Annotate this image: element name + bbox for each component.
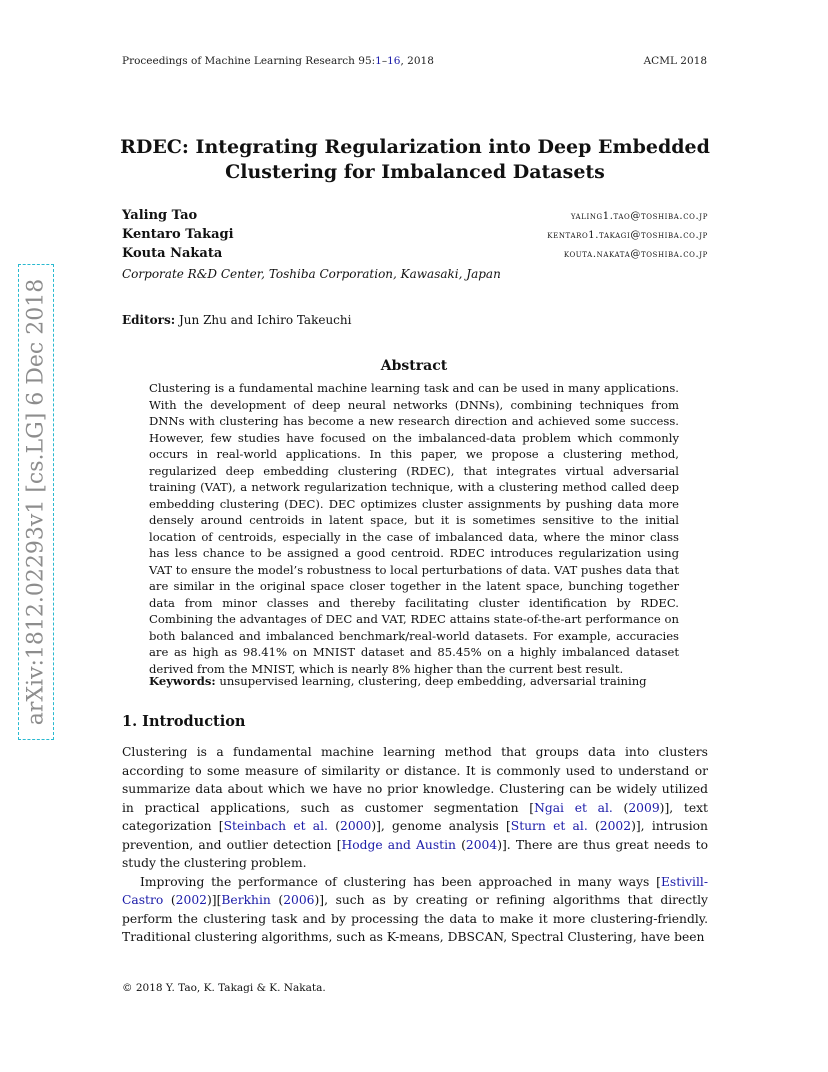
keywords-label: Keywords: xyxy=(149,674,216,688)
citation-link[interactable]: Berkhin xyxy=(221,893,271,907)
intro-paragraph-1: Clustering is a fundamental machine learning method that groups data into clusters according to some measure of similarity or distance. It is commonly used to understand or summarize data about which we have no prior knowledge. Clustering can be widely utilized in practical applications, such as customer segmentation [Ngai et al. (2009)], text categorization [Steinbach et al. (2000)], genome analysis [Sturn et al. (2002)], intrusion prevention, and outlier detection [Hodge and Austin (2004)]. There are thus great needs to study the clustering problem. xyxy=(122,745,708,870)
first-page-link[interactable]: 1 xyxy=(375,55,382,67)
author-row xyxy=(122,227,708,246)
citation-link[interactable]: Steinbach et al. xyxy=(223,819,328,833)
copyright-footer: © 2018 Y. Tao, K. Takagi & K. Nakata. xyxy=(122,982,326,994)
citation-year-link[interactable]: 2002 xyxy=(599,819,632,833)
editors-label: Editors: xyxy=(122,313,176,327)
keywords-line xyxy=(149,674,679,688)
author-email: kentaro1.takagi@toshiba.co.jp xyxy=(547,230,708,241)
author-name: Kouta Nakata xyxy=(122,246,223,261)
abstract-body: Clustering is a fundamental machine learning task and can be used in many applications. With the development of deep neural networks (DNNs), combining techniques from DNNs with clustering has become a new research direction and achieved some success. However, few studies have focused on the imbalanced-data problem which commonly occurs in real-world applications. In this paper, we propose a clustering method, regularized deep embedding clustering (RDEC), that integrates virtual adversarial training (VAT), a network regularization technique, with a clustering method called deep embedding clustering (DEC). DEC optimizes cluster assignments by pushing data more densely around centroids in latent space, but it is sometimes sensitive to the initial location of centroids, especially in the case of imbalanced data, where the minor class has less chance to be assigned a good centroid. RDEC introduces regularization using VAT to ensure the model’s robustness to local perturbations of data. VAT pushes data that are similar in the original space closer together in the latent space, bunching together data from minor classes and thereby facilitating cluster identification by RDEC. Combining the advantages of DEC and VAT, RDEC attains state-of-the-art performance on both balanced and imbalanced benchmark/real-world datasets. For example, accuracies are as high as 98.41% on MNIST dataset and 85.45% on a highly imbalanced dataset derived from the MNIST, which is nearly 8% higher than the current best result. xyxy=(149,381,679,676)
editors-names: Jun Zhu and Ichiro Takeuchi xyxy=(178,313,352,327)
editors-line xyxy=(122,313,351,327)
arxiv-stamp[interactable] xyxy=(18,264,54,740)
citation-year-link[interactable]: 2009 xyxy=(628,800,660,815)
paper-title xyxy=(110,135,720,185)
abstract-heading: Abstract xyxy=(380,358,448,374)
citation-year-link[interactable]: 2004 xyxy=(465,837,498,852)
author-name: Yaling Tao xyxy=(122,208,198,223)
paper-title-line-2: Clustering for Imbalanced Datasets xyxy=(225,161,605,183)
running-header-left: Proceedings of Machine Learning Research 95:1–16, 2018 xyxy=(122,55,434,67)
citation-link[interactable]: Hodge and Austin xyxy=(341,837,456,852)
running-header-right: ACML 2018 xyxy=(643,55,707,67)
paper-title-line-1: RDEC: Integrating Regularization into Deep Embedded xyxy=(120,136,710,158)
author-block xyxy=(122,208,708,281)
author-email: kouta.nakata@toshiba.co.jp xyxy=(563,249,708,260)
citation-link[interactable]: Sturn et al. xyxy=(510,819,588,833)
citation-year-link[interactable]: 2000 xyxy=(340,819,372,833)
affiliation: Corporate R&D Center, Toshiba Corporation, Kawasaki, Japan xyxy=(122,267,501,281)
citation-year-link[interactable]: 2002 xyxy=(175,893,207,907)
author-row xyxy=(122,246,708,265)
intro-paragraph-2: Improving the performance of clustering has been approached in many ways [Estivill-Castro (2002)][Berkhin (2006)], such as by creating or refining algorithms that directly perform the clustering task and by processing the data to make it more clustering-friendly. Traditional clustering algorithms, such as K-means, DBSCAN, Spectral Clustering, have been xyxy=(122,874,708,944)
author-email: yaling1.tao@toshiba.co.jp xyxy=(570,211,708,222)
section-heading-introduction: 1. Introduction xyxy=(122,713,246,730)
arxiv-stamp-text: arXiv:1812.02293v1 [cs.LG] 6 Dec 2018 xyxy=(23,278,49,726)
introduction-body xyxy=(122,743,708,947)
last-page-link[interactable]: 16 xyxy=(387,55,401,67)
citation-link[interactable]: Estivill-Castro xyxy=(122,874,708,907)
citation-year-link[interactable]: 2006 xyxy=(283,893,315,907)
author-name: Kentaro Takagi xyxy=(122,227,234,242)
citation-link[interactable]: Ngai et al. xyxy=(534,800,613,815)
author-row xyxy=(122,208,708,227)
keywords-text: unsupervised learning, clustering, deep embedding, adversarial training xyxy=(219,674,647,688)
